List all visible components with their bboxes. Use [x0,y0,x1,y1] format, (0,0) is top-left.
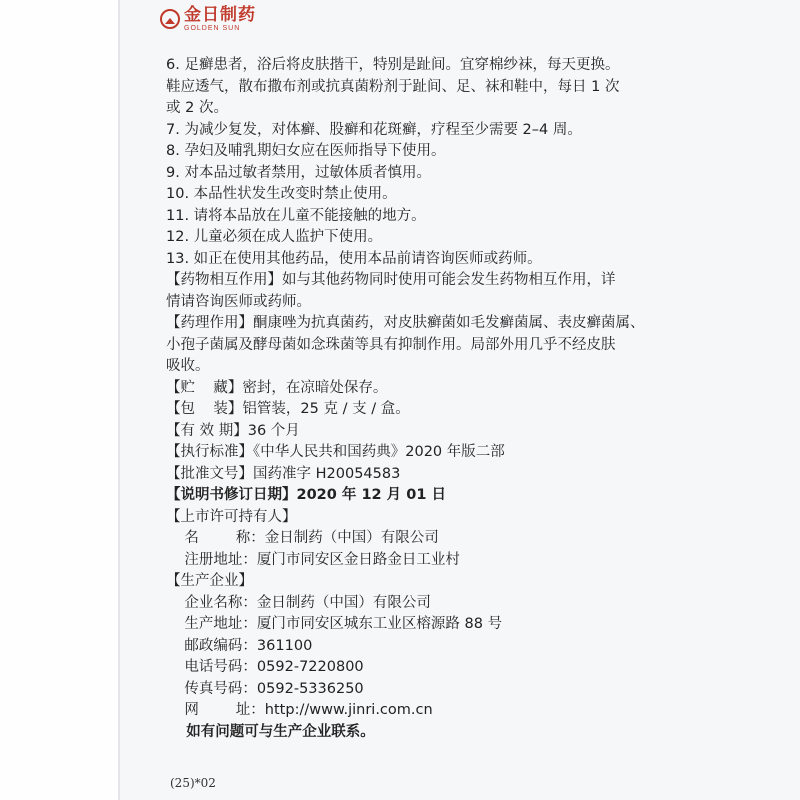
paper-edge [118,0,120,800]
sun-mountain-icon [160,9,180,29]
leaflet-body [166,55,646,743]
brand-name-en: GOLDEN SUN [184,24,241,32]
text-line: 【上市许可持有人】 [166,508,297,525]
text-line: 【有 效 期】36 个月 [166,422,300,439]
text-line: 名 称：金日制药（中国）有限公司 [166,530,439,546]
text-line: 鞋应透气，散布撒布剂或抗真菌粉剂于趾间、足、袜和鞋中，每日 1 次 [166,78,620,95]
text-line: 12. 儿童必须在成人监护下使用。 [166,229,383,245]
text-line: 13. 如正在使用其他药品，使用本品前请咨询医师或药师。 [166,250,542,267]
brand-logo [160,6,256,32]
text-line: 传真号码：0592-5336250 [166,680,364,697]
text-line: 【药物相互作用】如与其他药物同时使用可能会发生药物相互作用，详 [166,272,616,288]
text-line: 【贮 藏】密封，在凉暗处保存。 [166,379,388,396]
text-line: 【包 装】铝管装，25 克 / 支 / 盒。 [166,401,410,417]
text-line: 电话号码：0592-7220800 [166,659,364,675]
text-line: 【药理作用】酮康唑为抗真菌药，对皮肤癣菌如毛发癣菌属、表皮癣菌属、 [166,315,645,331]
text-line: 网 址：http://www.jinri.com.cn [166,702,433,718]
text-line: 如有问题可与生产企业联系。 [166,723,375,740]
print-code: (25)*02 [170,776,216,790]
text-line: 6. 足癣患者，浴后将皮肤揩干，特别是趾间。宜穿棉纱袜，每天更换。 [166,57,620,73]
text-line: 邮政编码：361100 [166,637,313,654]
text-line: 7. 为减少复发，对体癣、股癣和花斑癣，疗程至少需要 2–4 周。 [166,121,582,138]
text-line: 8. 孕妇及哺乳期妇女应在医师指导下使用。 [166,143,446,159]
text-line: 【批准文号】国药准字 H20054583 [166,465,401,482]
text-line: 注册地址：厦门市同安区金日路金日工业村 [166,551,460,568]
text-line: 企业名称：金日制药（中国）有限公司 [166,594,431,611]
text-line: 9. 对本品过敏者禁用，过敏体质者慎用。 [166,164,431,181]
text-line: 小孢子菌属及酵母菌如念珠菌等具有抑制作用。局部外用几乎不经皮肤 [166,336,616,353]
text-line: 【说明书修订日期】2020 年 12 月 01 日 [166,487,446,503]
text-line: 或 2 次。 [166,100,228,116]
text-line: 【执行标准】《中华人民共和国药典》2020 年版二部 [166,444,505,460]
text-line: 生产地址：厦门市同安区城东工业区榕源路 88 号 [166,616,503,632]
text-line: 10. 本品性状发生改变时禁止使用。 [166,186,397,202]
text-line: 情请咨询医师或药师。 [166,293,311,310]
text-line: 吸收。 [166,358,210,374]
text-line: 11. 请将本品放在儿童不能接触的地方。 [166,207,426,224]
text-line: 【生产企业】 [166,573,253,589]
brand-name-cn: 金日制药 [184,4,256,25]
